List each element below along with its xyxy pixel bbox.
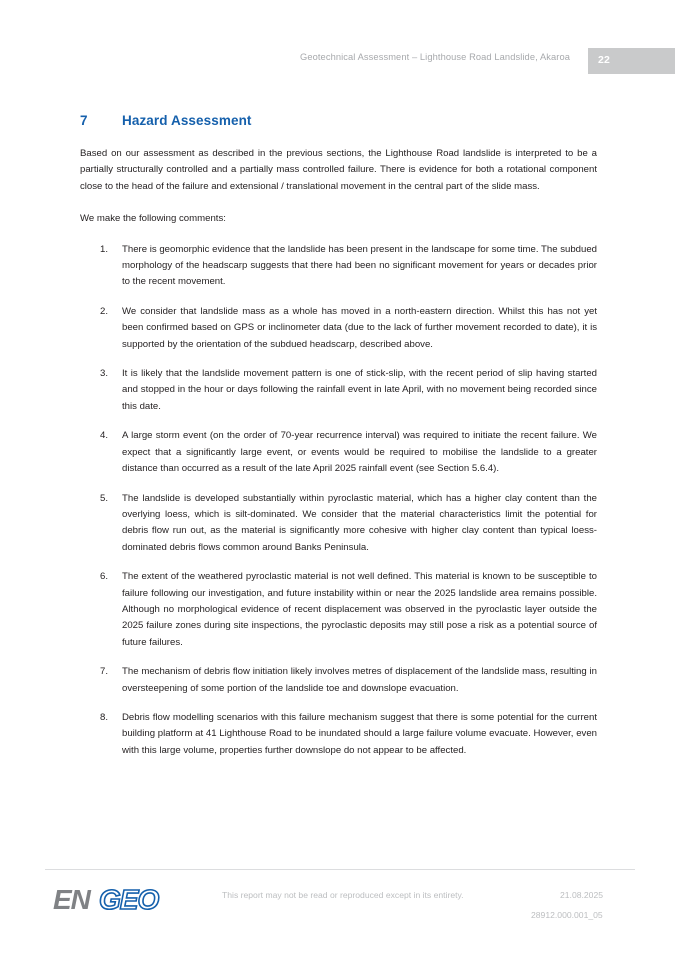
list-item-text: A large storm event (on the order of 70-year recurrence interval) was required to initiate the recent failure. We expect that a significantly large event, or events would be required to mobilise the landslide to a greater distance than occurred as a result of the late April 2025 rainfall event (see Section 5.6.4). bbox=[122, 430, 597, 475]
engeo-logo bbox=[53, 885, 165, 915]
list-item bbox=[80, 304, 597, 353]
page-header bbox=[0, 48, 675, 74]
page-footer bbox=[0, 865, 675, 955]
list-item-text: The extent of the weathered pyroclastic material is not well defined. This material is known to be susceptible to failure following our investigation, and future instability within or near the 2025 landslide area remains possible. Although no morphological evidence of recent displacement was observed in the pyroclastic layer outside the 2025 failure zones during site inspections, the pyroclastic deposits may still pose a risk as a potential source of future failures. bbox=[122, 571, 597, 648]
lead-paragraph: Based on our assessment as described in the previous sections, the Lighthouse Road landslide is interpreted to be a partially structurally controlled and a partially mass controlled failure. There is evidence for both a rotational component close to the head of the failure and extensional / translational movement in the central part of the slide mass. bbox=[80, 148, 597, 192]
list-item-number: 3. bbox=[100, 368, 109, 380]
section-number: 7 bbox=[80, 113, 88, 128]
list-item bbox=[80, 491, 597, 557]
page-number-band bbox=[588, 48, 675, 74]
list-item bbox=[80, 242, 597, 291]
header-document-title: Geotechnical Assessment – Lighthouse Road Landslide, Akaroa bbox=[300, 52, 570, 62]
list-item-number: 2. bbox=[100, 305, 109, 317]
list-item-number: 8. bbox=[100, 711, 109, 723]
list-item-text: There is geomorphic evidence that the landslide has been present in the landscape for some time. The subdued morphology of the headscarp suggests that there had been no significant movement for years or decades prior to the recent movement. bbox=[122, 243, 598, 288]
list-item bbox=[80, 710, 597, 759]
page-number: 22 bbox=[598, 54, 611, 66]
list-item-text: Debris flow modelling scenarios with this failure mechanism suggest that there is some potential for the current building platform at 41 Lighthouse Road to be inundated should a large failure volume evacuate. However, even with this large volume, properties further downslope do not appear to be affected. bbox=[122, 711, 597, 756]
engeo-logo-svg bbox=[53, 885, 165, 915]
list-item-number: 7. bbox=[100, 666, 109, 678]
footer-disclaimer: This report may not be read or reproduced except in its entirety. bbox=[222, 890, 464, 900]
page-content bbox=[80, 146, 597, 772]
list-item-number: 6. bbox=[100, 571, 109, 583]
section-heading bbox=[80, 113, 600, 128]
list-item bbox=[80, 428, 597, 477]
section-title: Hazard Assessment bbox=[122, 113, 252, 128]
list-item bbox=[80, 569, 597, 651]
list-item bbox=[80, 664, 597, 697]
footer-project-number: 28912.000.001_05 bbox=[531, 910, 603, 920]
svg-text:EN: EN bbox=[53, 885, 90, 915]
svg-text:GEO: GEO bbox=[99, 885, 159, 915]
footer-divider bbox=[45, 869, 635, 870]
comments-list bbox=[80, 242, 597, 760]
comments-intro-line: We make the following comments: bbox=[80, 213, 226, 225]
list-item-text: It is likely that the landslide movement pattern is one of stick-slip, with the recent period of slip having started and stopped in the hour or days following the rainfall event in late April, with no movement being recorded since this date. bbox=[122, 368, 597, 412]
list-item bbox=[80, 366, 597, 415]
footer-date: 21.08.2025 bbox=[560, 890, 604, 900]
list-item-number: 4. bbox=[100, 430, 109, 442]
list-item-number: 5. bbox=[100, 492, 109, 504]
list-item-number: 1. bbox=[100, 243, 109, 255]
list-item-text: The landslide is developed substantially within pyroclastic material, which has a higher clay content than the overlying loess, which is silt-dominated. We consider that the material characteristics limit the potential for debris flow run out, as the material is significantly more cohesive with higher clay content than typical loess-dominated debris flows common around Banks Peninsula. bbox=[122, 492, 597, 553]
list-item-text: The mechanism of debris flow initiation likely involves metres of displacement of the landslide mass, resulting in oversteepening of some portion of the landslide toe and downslope evacuation. bbox=[122, 666, 597, 694]
list-item-text: We consider that landslide mass as a whole has moved in a north-eastern direction. Whilst this has not yet been confirmed based on GPS or inclinometer data (due to the lack of further movement recorded to date), it is supported by the orientation of the subdued headscarp, described above. bbox=[122, 305, 597, 350]
